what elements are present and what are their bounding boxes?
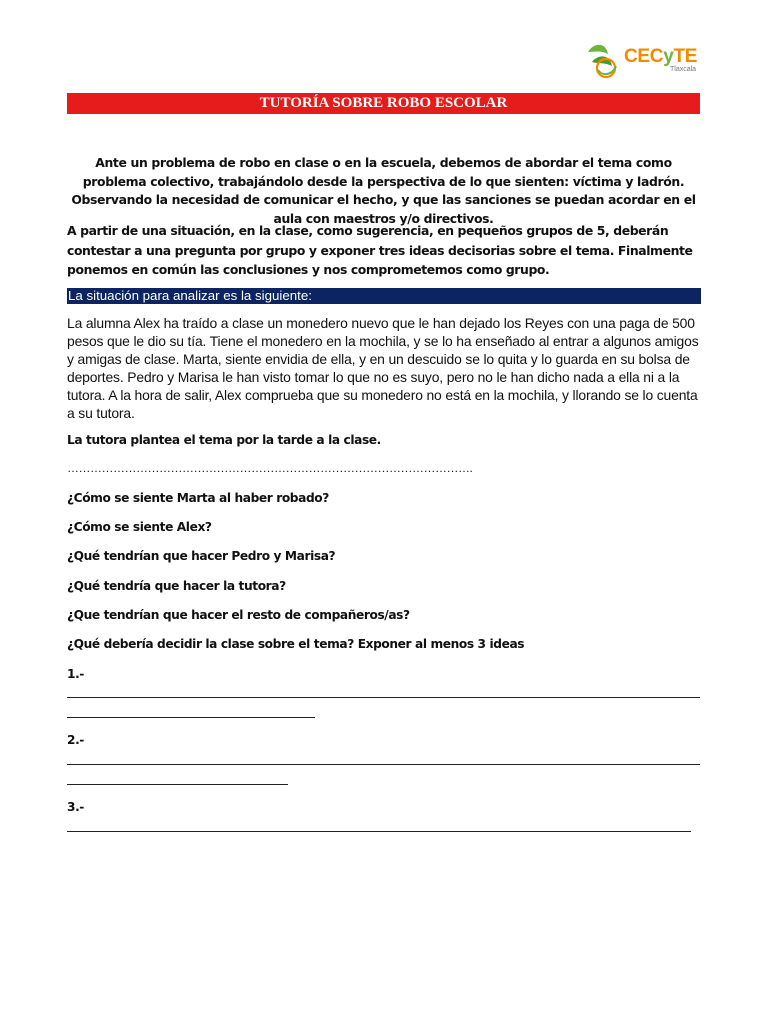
dotted-separator: ……………………………………………………………………………………………. [67, 461, 473, 475]
question-4: ¿Qué tendría que hacer la tutora? [67, 579, 286, 593]
answer-1-label: 1.- [67, 667, 84, 681]
logo-subtext: Tlaxcala [670, 66, 697, 73]
question-2: ¿Cómo se siente Alex? [67, 520, 212, 534]
question-6: ¿Qué debería decidir la clase sobre el tema? Exponer al menos 3 ideas [67, 637, 525, 651]
answer-2-line-2[interactable] [67, 784, 288, 785]
answer-2-label: 2.- [67, 733, 84, 747]
answer-3-label: 3.- [67, 800, 84, 814]
tutor-line: La tutora plantea el tema por la tarde a la clase. [67, 433, 381, 447]
situation-story: La alumna Alex ha traído a clase un monedero nuevo que le han dejado los Reyes con una paga de 500 pesos que le dio su tía. Tiene el monedero en la mochila, y se lo ha enseñado al entrar a algunos amigos y amigas de clase. Marta, siente envidia de ella, y en un descuido se lo quita y lo guarda en su bolsa de deportes. Pedro y Marisa le han visto tomar lo que no es suyo, pero no le han dicho nada a ella ni a la tutora. A la hora de salir, Alex comprueba que su monedero no está en la mochila, y llorando se lo cuenta a su tutora. [67, 315, 699, 421]
answer-3-line[interactable] [67, 831, 691, 832]
answer-2-line[interactable] [67, 764, 700, 765]
instructions-paragraph: A partir de una situación, en la clase, como sugerencia, en pequeños grupos de 5, deberán contestar a una pregunta por grupo y exponer tres ideas decisorias sobre el tema. Finalmente ponemos en común las conclusiones y nos comprometemos como grupo. [67, 223, 693, 277]
question-5: ¿Que tendrían que hacer el resto de compañeros/as? [67, 608, 410, 622]
answer-1-line[interactable] [67, 697, 700, 698]
answer-1-line-2[interactable] [67, 717, 315, 718]
cecyte-logo [584, 40, 706, 80]
cecyte-emblem-icon [584, 40, 624, 80]
question-1: ¿Cómo se siente Marta al haber robado? [67, 491, 329, 505]
intro-paragraph: Ante un problema de robo en clase o en la escuela, debemos de abordar el tema como problema colectivo, trabajándolo desde la perspectiva de lo que sienten: víctima y ladrón. Observando la necesidad de comunicar el hecho, y que las sanciones se puedan acordar en el aula con maestros y/o directivos. [71, 155, 696, 226]
logo-text: CECyTE [624, 46, 698, 67]
situation-header: La situación para analizar es la siguiente: [67, 288, 701, 304]
question-3: ¿Qué tendrían que hacer Pedro y Marisa? [67, 549, 336, 563]
page-title: TUTORÍA SOBRE ROBO ESCOLAR [67, 93, 700, 114]
